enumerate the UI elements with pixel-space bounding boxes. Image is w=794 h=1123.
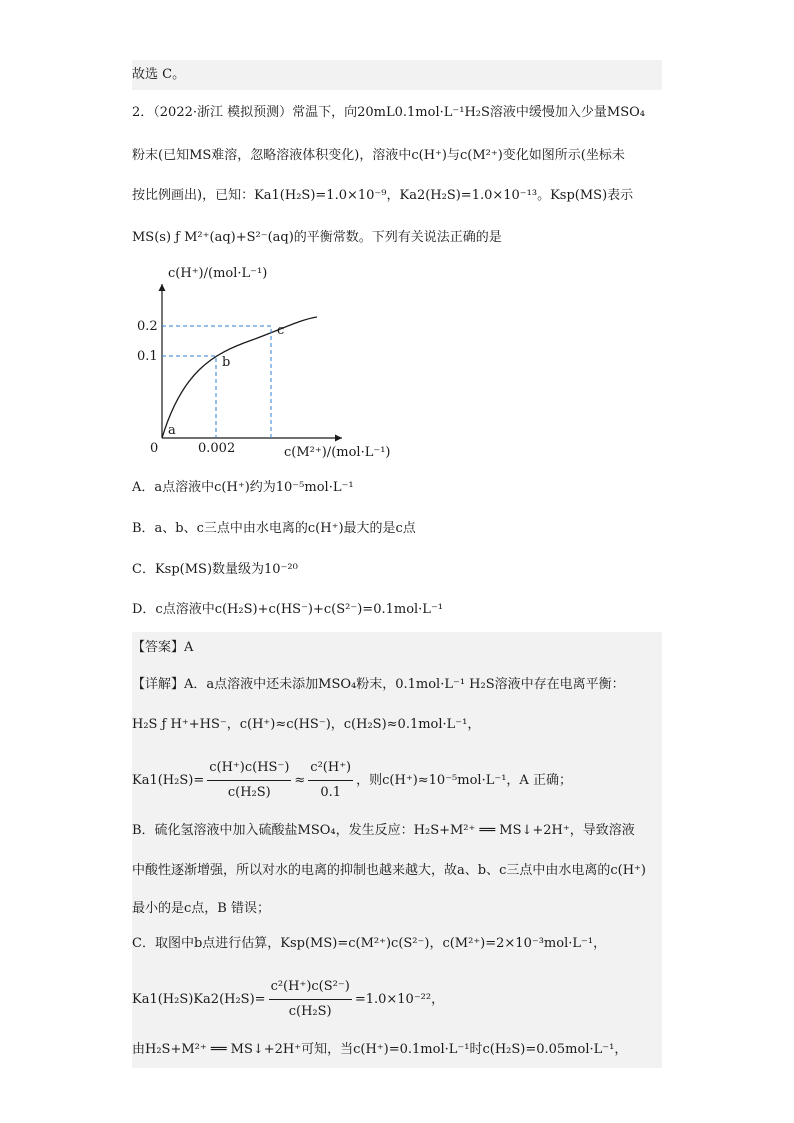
- answer-label: 【答案】A: [132, 640, 194, 655]
- curve: [162, 317, 317, 438]
- fraction-1-numerator: c(H⁺)c(HS⁻): [207, 757, 291, 781]
- detail-line-8: [132, 976, 444, 1023]
- question-number: 2．: [132, 105, 154, 120]
- detail-line-3: [132, 757, 572, 804]
- question-line-3: 按比例画出)，已知：Ka1(H₂S)=1.0×10⁻⁹，Ka2(H₂S)=1.0×10⁻¹³。Ksp(MS)表示: [132, 188, 634, 203]
- question-line-1: [132, 104, 645, 122]
- concentration-graph: [132, 262, 402, 462]
- detail-line-7: C．取图中b点进行估算，Ksp(MS)=c(M²⁺)c(S²⁻)，c(M²⁺)=2×10⁻³mol·L⁻¹，: [132, 936, 607, 951]
- question-text-1: （2022·浙江 模拟预测）常温下，向20mL0.1mol·L⁻¹H₂S溶液中缓慢加入少量MSO₄: [153, 105, 645, 120]
- fraction-2-denominator: 0.1: [320, 785, 342, 800]
- fraction-2-numerator: c²(H⁺): [308, 757, 353, 781]
- detail-line-5: 中酸性逐渐增强，所以对水的电离的抑制也越来越大，故a、b、c三点中由水电离的c(H⁺): [132, 863, 646, 878]
- question-line-2: 粉末(已知MS难溶，忽略溶液体积变化)，溶液中c(H⁺)与c(M²⁺)变化如图所示(坐标未: [132, 148, 625, 163]
- point-label-a: a: [168, 423, 176, 438]
- intro-band: [132, 60, 662, 90]
- option-b: B．a、b、c三点中由水电离的c(H⁺)最大的是c点: [132, 521, 416, 536]
- detail-line-6: 最小的是c点，B 错误；: [132, 901, 270, 916]
- ka1-ka2-expression: Ka1(H₂S)Ka2(H₂S)=: [132, 992, 266, 1007]
- origin-label: 0: [150, 441, 159, 456]
- conclusion-a: ，则c(H⁺)≈10⁻⁵mol·L⁻¹，A 正确；: [356, 773, 572, 788]
- fraction-3: [269, 976, 352, 1023]
- x-axis-label: c(M²⁺)/(mol·L⁻¹): [284, 445, 391, 460]
- fraction-1: [207, 757, 291, 804]
- y-tick-0.2: 0.2: [137, 319, 158, 334]
- y-tick-0.1: 0.1: [137, 349, 158, 364]
- point-label-c: c: [277, 323, 285, 338]
- detail-line-4: B．硫化氢溶液中加入硫酸盐MSO₄，发生反应：H₂S+M²⁺ ══ MS↓+2H⁺，导致溶液: [132, 823, 635, 838]
- detail-line-2: H₂S ƒ H⁺+HS⁻，c(H⁺)≈c(HS⁻)，c(H₂S)≈0.1mol·L⁻¹，: [132, 717, 481, 732]
- ka1-expression: Ka1(H₂S)=: [132, 773, 205, 788]
- fraction-3-denominator: c(H₂S): [288, 1004, 332, 1019]
- intro-text: 故选 C。: [132, 67, 186, 82]
- fraction-3-numerator: c²(H⁺)c(S²⁻): [269, 976, 352, 1000]
- option-d: D．c点溶液中c(H₂S)+c(HS⁻)+c(S²⁻)=0.1mol·L⁻¹: [132, 602, 444, 617]
- fraction-2: [308, 757, 353, 804]
- fraction-1-denominator: c(H₂S): [227, 785, 271, 800]
- x-tick-0.002: 0.002: [198, 441, 236, 456]
- question-line-4: MS(s) ƒ M²⁺(aq)+S²⁻(aq)的平衡常数。下列有关说法正确的是: [132, 230, 502, 245]
- option-c: C．Ksp(MS)数量级为10⁻²⁰: [132, 562, 298, 577]
- approx-sign: ≈: [294, 773, 306, 788]
- detail-line-1: 【详解】A．a点溶液中还未添加MSO₄粉末，0.1mol·L⁻¹ H₂S溶液中存在电离平衡：: [132, 677, 625, 692]
- ka-product-value: =1.0×10⁻²²，: [354, 992, 445, 1007]
- option-a: A．a点溶液中c(H⁺)约为10⁻⁵mol·L⁻¹: [132, 480, 354, 495]
- y-axis-label: c(H⁺)/(mol·L⁻¹): [168, 266, 268, 281]
- point-label-b: b: [222, 355, 231, 370]
- detail-line-9: 由H₂S+M²⁺ ══ MS↓+2H⁺可知，当c(H⁺)=0.1mol·L⁻¹时c(H₂S)=0.05mol·L⁻¹，: [132, 1042, 628, 1057]
